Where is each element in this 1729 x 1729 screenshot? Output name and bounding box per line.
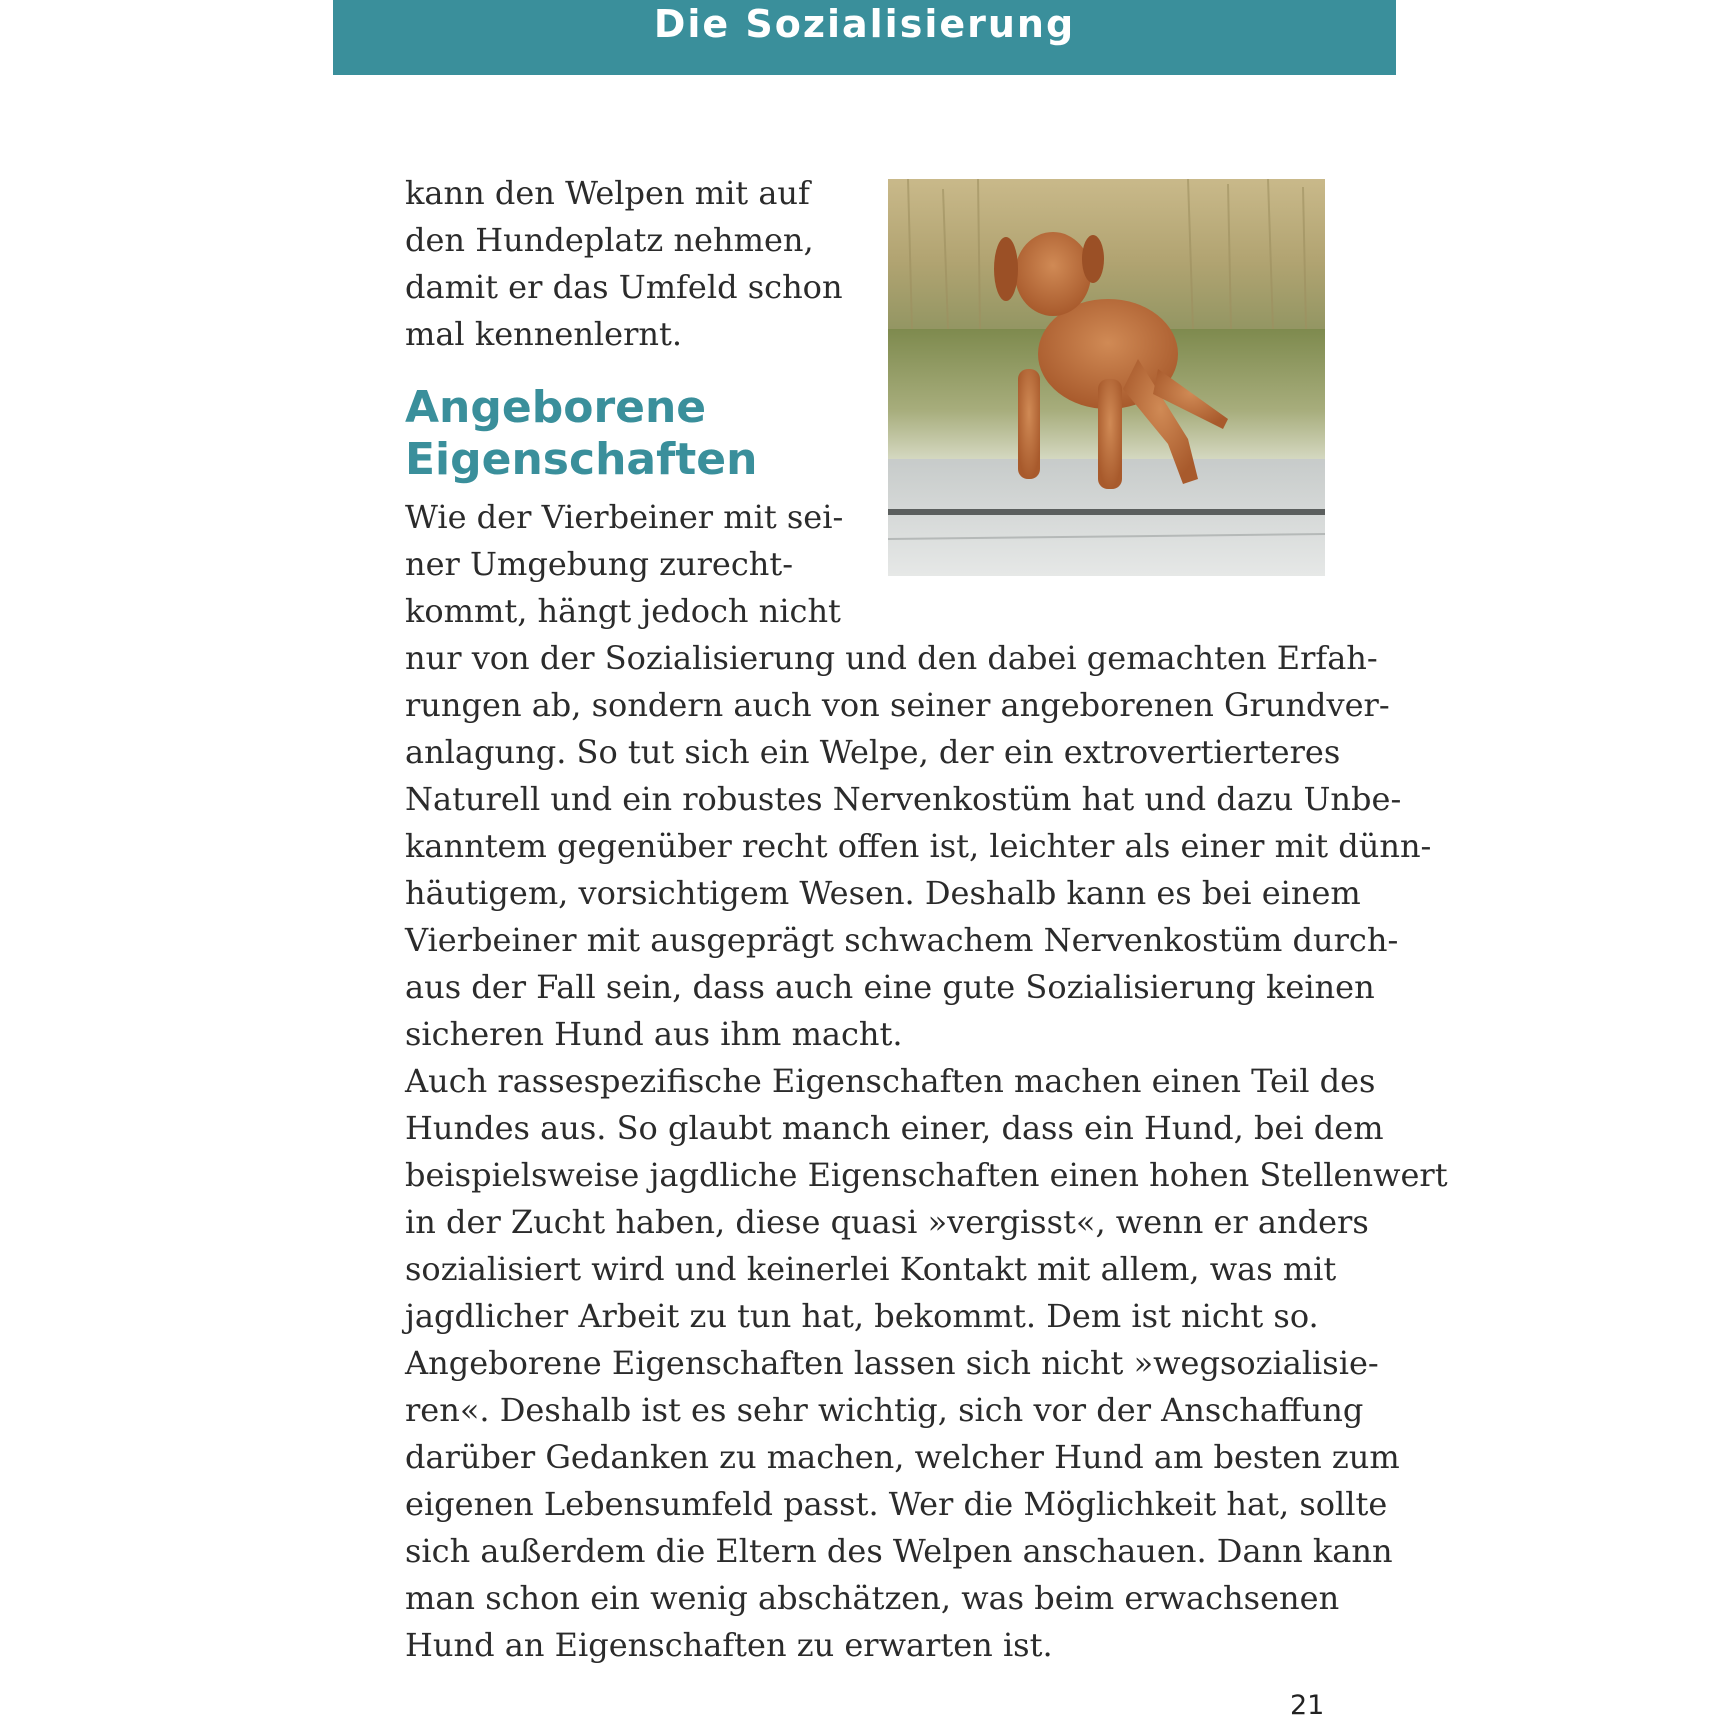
text-line: Hund an Eigenschaften zu erwarten ist. [405, 1626, 1053, 1664]
text-line: häutigem, vorsichtigem Wesen. Deshalb kann es bei einem [405, 874, 1361, 912]
chapter-header-band [333, 0, 1396, 75]
text-line: aus der Fall sein, dass auch eine gute Sozialisierung keinen [405, 968, 1375, 1006]
text-line: kommt, hängt jedoch nicht [405, 592, 841, 630]
text-line: rungen ab, sondern auch von seiner angeborenen Grundver- [405, 686, 1390, 724]
text-line: Wie der Vierbeiner mit sei- [405, 498, 844, 536]
text-line: Auch rassespezifische Eigenschaften machen einen Teil des [405, 1062, 1376, 1100]
text-line: anlagung. So tut sich ein Welpe, der ein extrovertierteres [405, 733, 1341, 771]
text-line: Angeborene Eigenschaften lassen sich nicht »wegsozialisie- [405, 1344, 1379, 1382]
page-number: 21 [1290, 1690, 1325, 1721]
chapter-title: Die Sozialisierung [653, 2, 1076, 46]
text-line: kanntem gegenüber recht offen ist, leichter als einer mit dünn- [405, 827, 1432, 865]
text-line: man schon ein wenig abschätzen, was beim erwachsenen [405, 1579, 1340, 1617]
text-line: Hundes aus. So glaubt manch einer, dass ein Hund, bei dem [405, 1109, 1384, 1147]
text-line: mal kennenlernt. [405, 315, 683, 353]
section-heading [405, 382, 757, 486]
text-line: sozialisiert wird und keinerlei Kontakt mit allem, was mit [405, 1250, 1337, 1288]
heading-line: Eigenschaften [405, 434, 758, 485]
intro-paragraph [405, 170, 843, 358]
main-paragraph [405, 494, 1448, 1669]
heading-line: Angeborene [405, 382, 707, 433]
text-line: beispielsweise jagdliche Eigenschaften einen hohen Stellenwert [405, 1156, 1448, 1194]
text-line: darüber Gedanken zu machen, welcher Hund am besten zum [405, 1438, 1400, 1476]
text-line: sicheren Hund aus ihm macht. [405, 1015, 903, 1053]
text-line: nur von der Sozialisierung und den dabei gemachten Erfah- [405, 639, 1378, 677]
text-line: in der Zucht haben, diese quasi »vergisst«, wenn er anders [405, 1203, 1369, 1241]
text-line: jagdlicher Arbeit zu tun hat, bekommt. Dem ist nicht so. [405, 1297, 1319, 1335]
text-line: eigenen Lebensumfeld passt. Wer die Möglichkeit hat, sollte [405, 1485, 1388, 1523]
text-line: ner Umgebung zurecht- [405, 545, 794, 583]
text-line: sich außerdem die Eltern des Welpen anschauen. Dann kann [405, 1532, 1393, 1570]
text-line: den Hundeplatz nehmen, [405, 221, 814, 259]
text-line: Vierbeiner mit ausgeprägt schwachem Nervenkostüm durch- [405, 921, 1399, 959]
text-line: kann den Welpen mit auf [405, 174, 810, 212]
text-line: Naturell und ein robustes Nervenkostüm hat und dazu Unbe- [405, 780, 1402, 818]
text-line: damit er das Umfeld schon [405, 268, 843, 306]
text-line: ren«. Deshalb ist es sehr wichtig, sich vor der Anschaffung [405, 1391, 1364, 1429]
